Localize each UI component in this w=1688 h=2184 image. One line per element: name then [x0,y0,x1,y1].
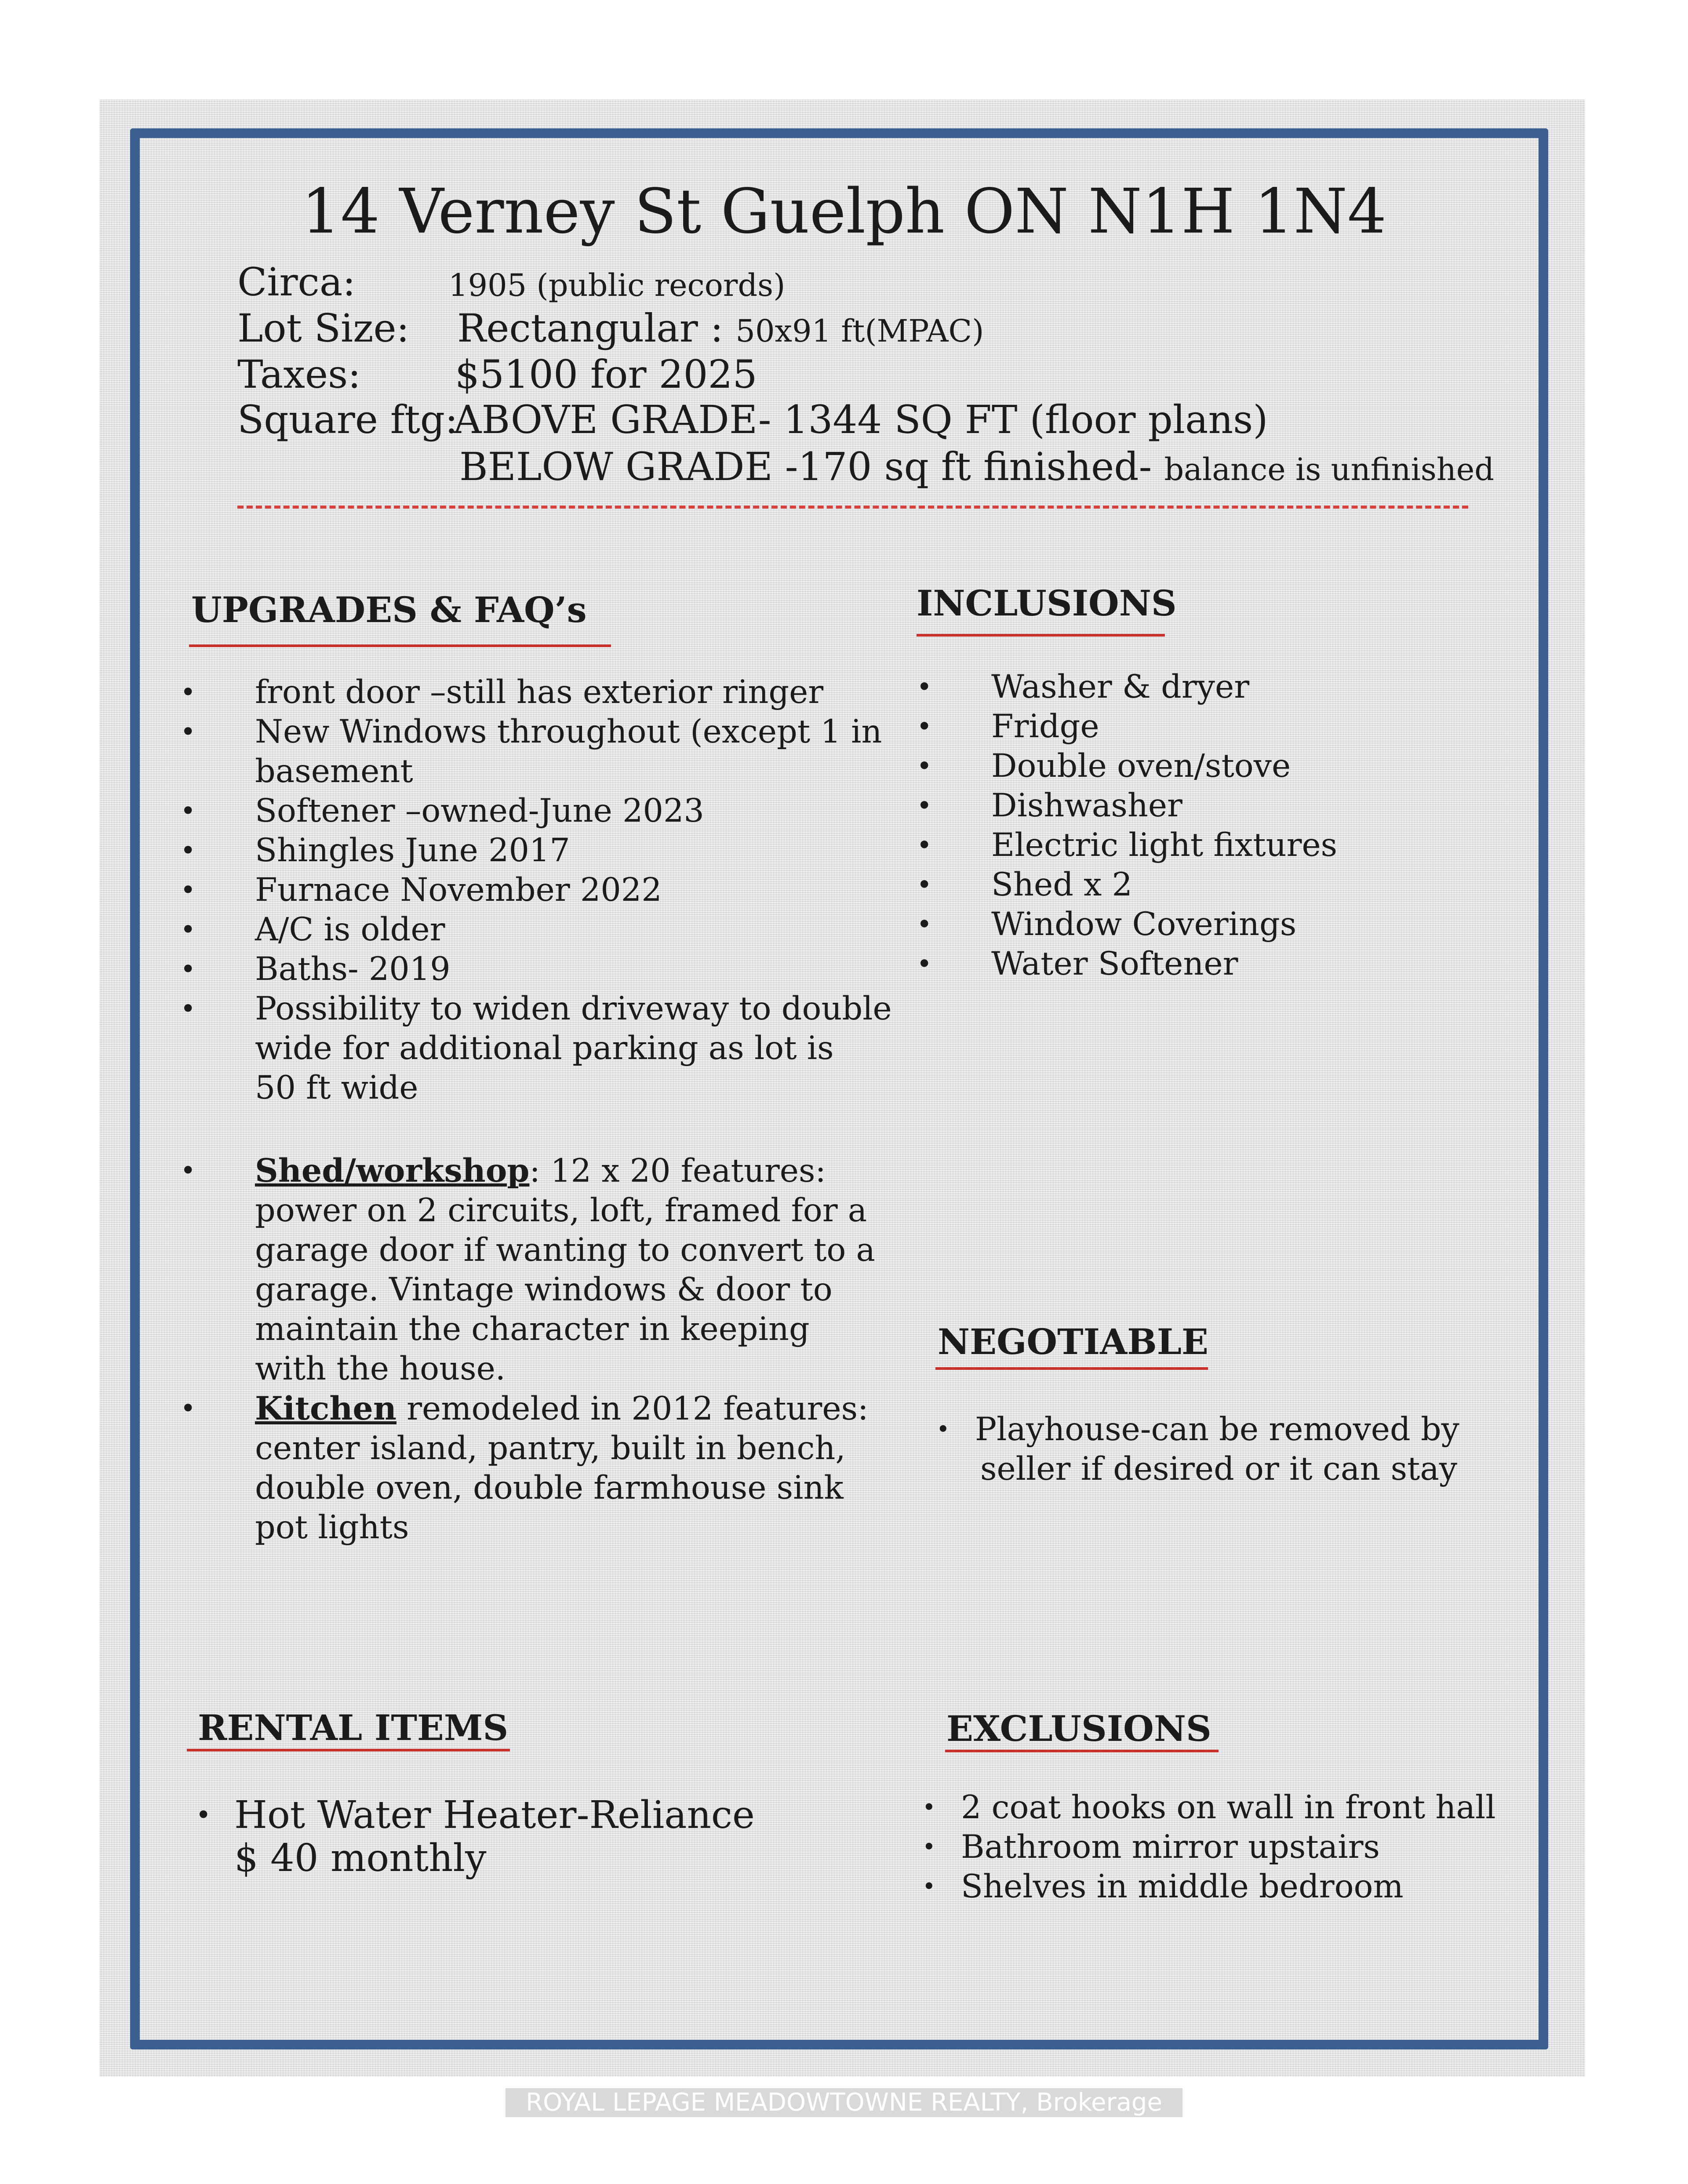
inclusions-heading: INCLUSIONS [917,582,1177,624]
list-item: • Possibility to widen driveway to double wide for additional parking as lot is 50 ft wide [180,990,892,1107]
list-item: • Washer & dryer [917,668,1250,706]
taxes-label: Taxes: [237,352,361,397]
rental-items-list [196,1794,755,1880]
list-item-shed: • Shed/workshop: 12 x 20 features: power on 2 circuits, loft, framed for a garage door if wanting to convert to a garage. Vintage windows & door to maintain the character in keeping with the house. [180,1152,875,1387]
upgrades-detail-list [180,1151,875,1547]
list-item: • Window Coverings [917,906,1297,943]
list-item-kitchen: • Kitchen remodeled in 2012 features: center island, pantry, built in bench, double oven, double farmhouse sink pot lights [180,1390,869,1546]
list-item: • 2 coat hooks on wall in front hall [922,1789,1496,1826]
inclusions-list [917,667,1337,984]
exclusions-underline [945,1750,1219,1752]
negotiable-underline [935,1367,1208,1370]
lot-size-value: Rectangular : 50x91 ft(MPAC) [457,306,984,351]
upgrades-underline [189,644,611,647]
negotiable-list [936,1410,1459,1489]
exclusions-heading: EXCLUSIONS [946,1708,1211,1749]
red-dashed-divider [237,506,1468,509]
circa-label: Circa: [237,259,356,305]
list-item: • front door –still has exterior ringer [180,673,824,711]
square-footage-label: Square ftg: [237,397,458,442]
upgrades-heading: UPGRADES & FAQ’s [191,589,587,630]
list-item: • A/C is older [180,911,445,948]
list-item: • Softener –owned-June 2023 [180,792,704,830]
brokerage-footer: ROYAL LEPAGE MEADOWTOWNE REALTY, Brokerage [506,2088,1182,2117]
list-item: • Shingles June 2017 [180,832,570,869]
rental-items-heading: RENTAL ITEMS [198,1707,509,1748]
exclusions-list [922,1788,1496,1907]
list-item: • Shelves in middle bedroom [922,1868,1404,1905]
list-item: • Dishwasher [917,787,1182,824]
taxes-value: $5100 for 2025 [455,352,757,397]
list-item: • Shed x 2 [917,866,1132,903]
lot-size-label: Lot Size: [237,306,410,351]
list-item: • Electric light fixtures [917,826,1338,864]
below-grade-value: BELOW GRADE -170 sq ft finished- balance is unfinished [459,444,1495,489]
inclusions-underline [917,634,1165,637]
above-grade-value: ABOVE GRADE- 1344 SQ FT (floor plans) [454,397,1268,442]
list-item: • Playhouse-can be removed by seller if desired or it can stay [936,1411,1459,1488]
rental-items-underline [187,1749,510,1751]
negotiable-heading: NEGOTIABLE [938,1321,1208,1362]
list-item: • Baths- 2019 [180,950,451,988]
list-item: • Fridge [917,708,1099,745]
page-title: 14 Verney St Guelph ON N1H 1N4 [301,176,1387,248]
list-item: • Hot Water Heater-Reliance $ 40 monthly [196,1793,755,1880]
list-item: • Double oven/stove [917,747,1291,785]
list-item: • Water Softener [917,945,1238,983]
list-item: • New Windows throughout (except 1 in basement [180,713,882,790]
list-item: • Bathroom mirror upstairs [922,1828,1380,1866]
upgrades-list [180,673,892,1108]
list-item: • Furnace November 2022 [180,871,662,909]
circa-value: 1905 (public records) [448,267,786,303]
